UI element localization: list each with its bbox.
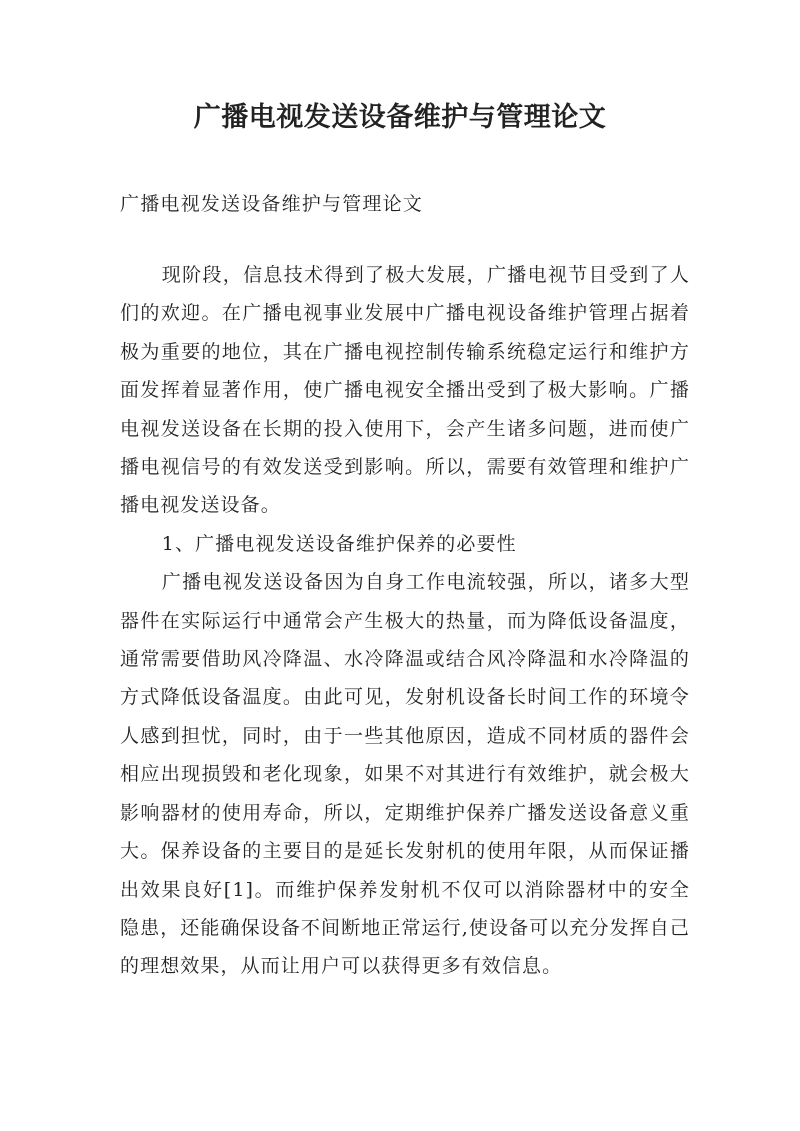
- document-subtitle: 广播电视发送设备维护与管理论文: [120, 193, 424, 215]
- section-heading-1: 1、广播电视发送设备维护保养的必要性: [161, 532, 517, 555]
- document-title: 广播电视发送设备维护与管理论文: [193, 102, 607, 133]
- document-body: [120, 256, 690, 986]
- paragraph-intro: 现阶段，信息技术得到了极大发展，广播电视节目受到了人们的欢迎。在广播电视事业发展中广播电视设备维护管理占据着极为重要的地位，其在广播电视控制传输系统稳定运行和维护方面发挥着显著作用，使广播电视安全播出受到了极大影响。广播电视发送设备在长期的投入使用下，会产生诸多问题，进而使广播电视信号的有效发送受到影响。所以，需要有效管理和维护广播电视发送设备。: [120, 264, 690, 517]
- paragraph-section-1: 广播电视发送设备因为自身工作电流较强，所以，诸多大型器件在实际运行中通常会产生极大的热量，而为降低设备温度，通常需要借助风冷降温、水冷降温或结合风冷降温和水冷降温的方式降低设备温度。由此可见，发射机设备长时间工作的环境令人感到担忧，同时，由于一些其他原因，造成不同材质的器件会相应出现损毁和老化现象，如果不对其进行有效维护，就会极大影响器材的使用寿命，所以，定期维护保养广播发送设备意义重大。保养设备的主要目的是延长发射机的使用年限，从而保证播出效果良好[1]。而维护保养发射机不仅可以消除器材中的安全隐患，还能确保设备不间断地正常运行,使设备可以充分发挥自己的理想效果，从而让用户可以获得更多有效信息。: [120, 571, 690, 978]
